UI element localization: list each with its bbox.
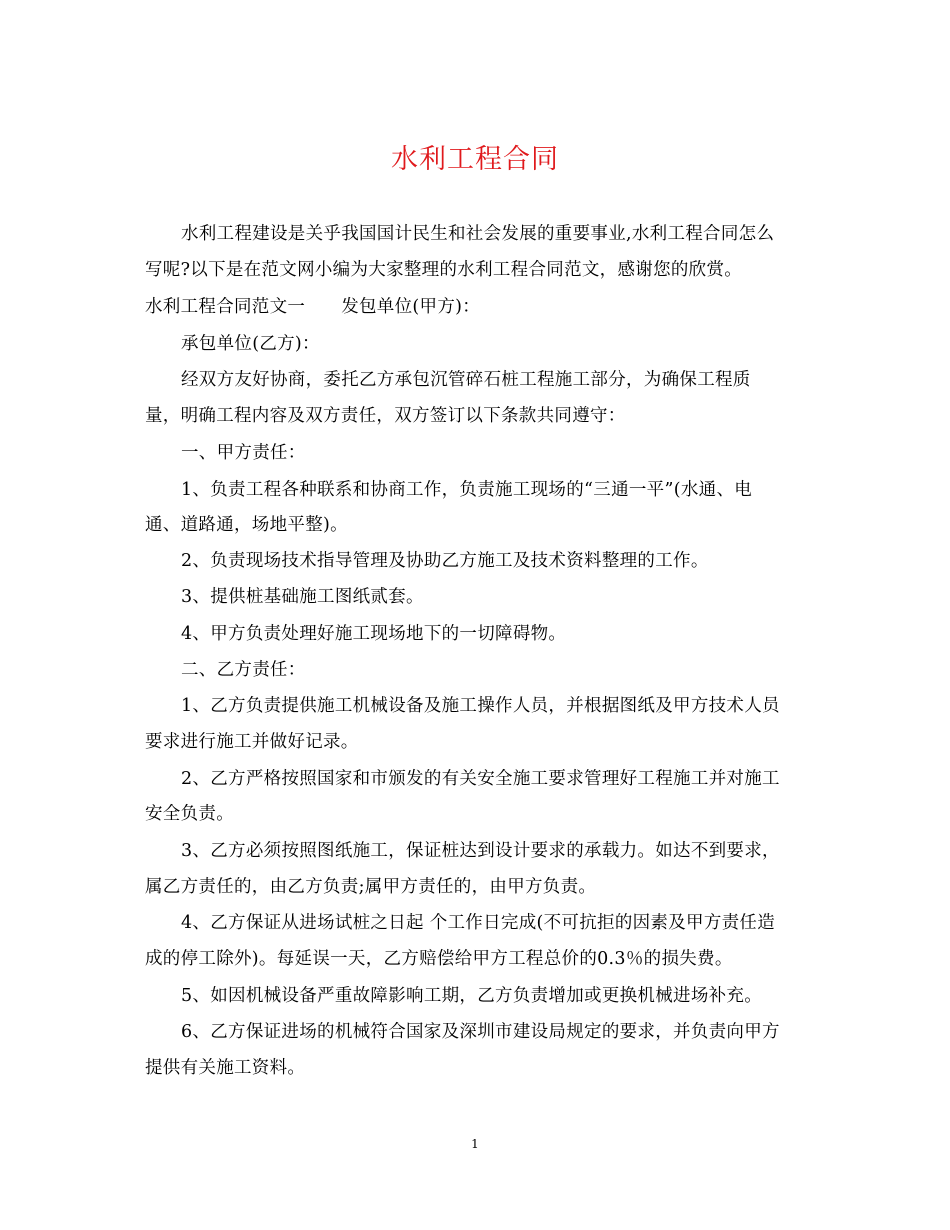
sample-heading: 水利工程合同范文一 (145, 297, 306, 317)
page-number: 1 (471, 1137, 479, 1151)
section-b-item-4-line-1: 4、乙方保证从进场试桩之日起 个工作日完成(不可抗拒的因素及甲方责任造 (181, 913, 776, 933)
intro-line-1: 水利工程建设是关乎我国国计民生和社会发展的重要事业,水利工程合同怎么 (181, 224, 775, 244)
party-a-label: 发包单位(甲方)： (341, 297, 481, 317)
intro-line-2: 写呢?以下是在范文网小编为大家整理的水利工程合同范文，感谢您的欣赏。 (145, 260, 743, 280)
section-b-item-1-line-1: 1、乙方负责提供施工机械设备及施工操作人员，并根据图纸及甲方技术人员 (181, 696, 780, 716)
section-b-item-3-line-1: 3、乙方必须按照图纸施工，保证桩达到设计要求的承载力。如达不到要求， (181, 841, 780, 861)
section-b-item-1-line-2: 要求进行施工并做好记录。 (145, 732, 359, 752)
section-b-item-5: 5、如因机械设备严重故障影响工期，乙方负责增加或更换机械进场补充。 (181, 986, 763, 1006)
section-a-item-1-line-2: 通、道路通，场地平整)。 (145, 515, 348, 535)
section-b-item-6-line-1: 6、乙方保证进场的机械符合国家及深圳市建设局规定的要求，并负责向甲方 (181, 1022, 780, 1042)
section-b-item-3-line-2: 属乙方责任的，由乙方负责;属甲方责任的，由甲方负责。 (145, 877, 597, 897)
preamble-line-1: 经双方友好协商，委托乙方承包沉管碎石桩工程施工部分，为确保工程质 (181, 370, 751, 390)
section-b-item-6-line-2: 提供有关施工资料。 (145, 1058, 306, 1078)
section-a-heading: 一、甲方责任： (181, 443, 306, 463)
section-a-item-3: 3、提供桩基础施工图纸贰套。 (181, 587, 424, 607)
section-b-item-2-line-1: 2、乙方严格按照国家和市颁发的有关安全施工要求管理好工程施工并对施工 (181, 769, 780, 789)
section-b-item-2-line-2: 安全负责。 (145, 804, 234, 824)
preamble-line-2: 量，明确工程内容及双方责任，双方签订以下条款共同遵守： (145, 406, 626, 426)
section-b-heading: 二、乙方责任： (181, 660, 306, 680)
sample-heading-row (145, 294, 815, 320)
party-b-label: 承包单位(乙方)： (181, 334, 320, 354)
section-a-item-1-line-1: 1、负责工程各种联系和协商工作，负责施工现场的“三通一平”(水通、电 (181, 480, 753, 500)
section-a-item-2: 2、负责现场技术指导管理及协助乙方施工及技术资料整理的工作。 (181, 551, 709, 571)
document-title: 水利工程合同 (391, 144, 559, 175)
section-a-item-4: 4、甲方负责处理好施工现场地下的一切障碍物。 (181, 624, 567, 644)
section-b-item-4-line-2: 成的停工除外)。每延误一天，乙方赔偿给甲方工程总价的0.3％的损失费。 (145, 949, 733, 969)
